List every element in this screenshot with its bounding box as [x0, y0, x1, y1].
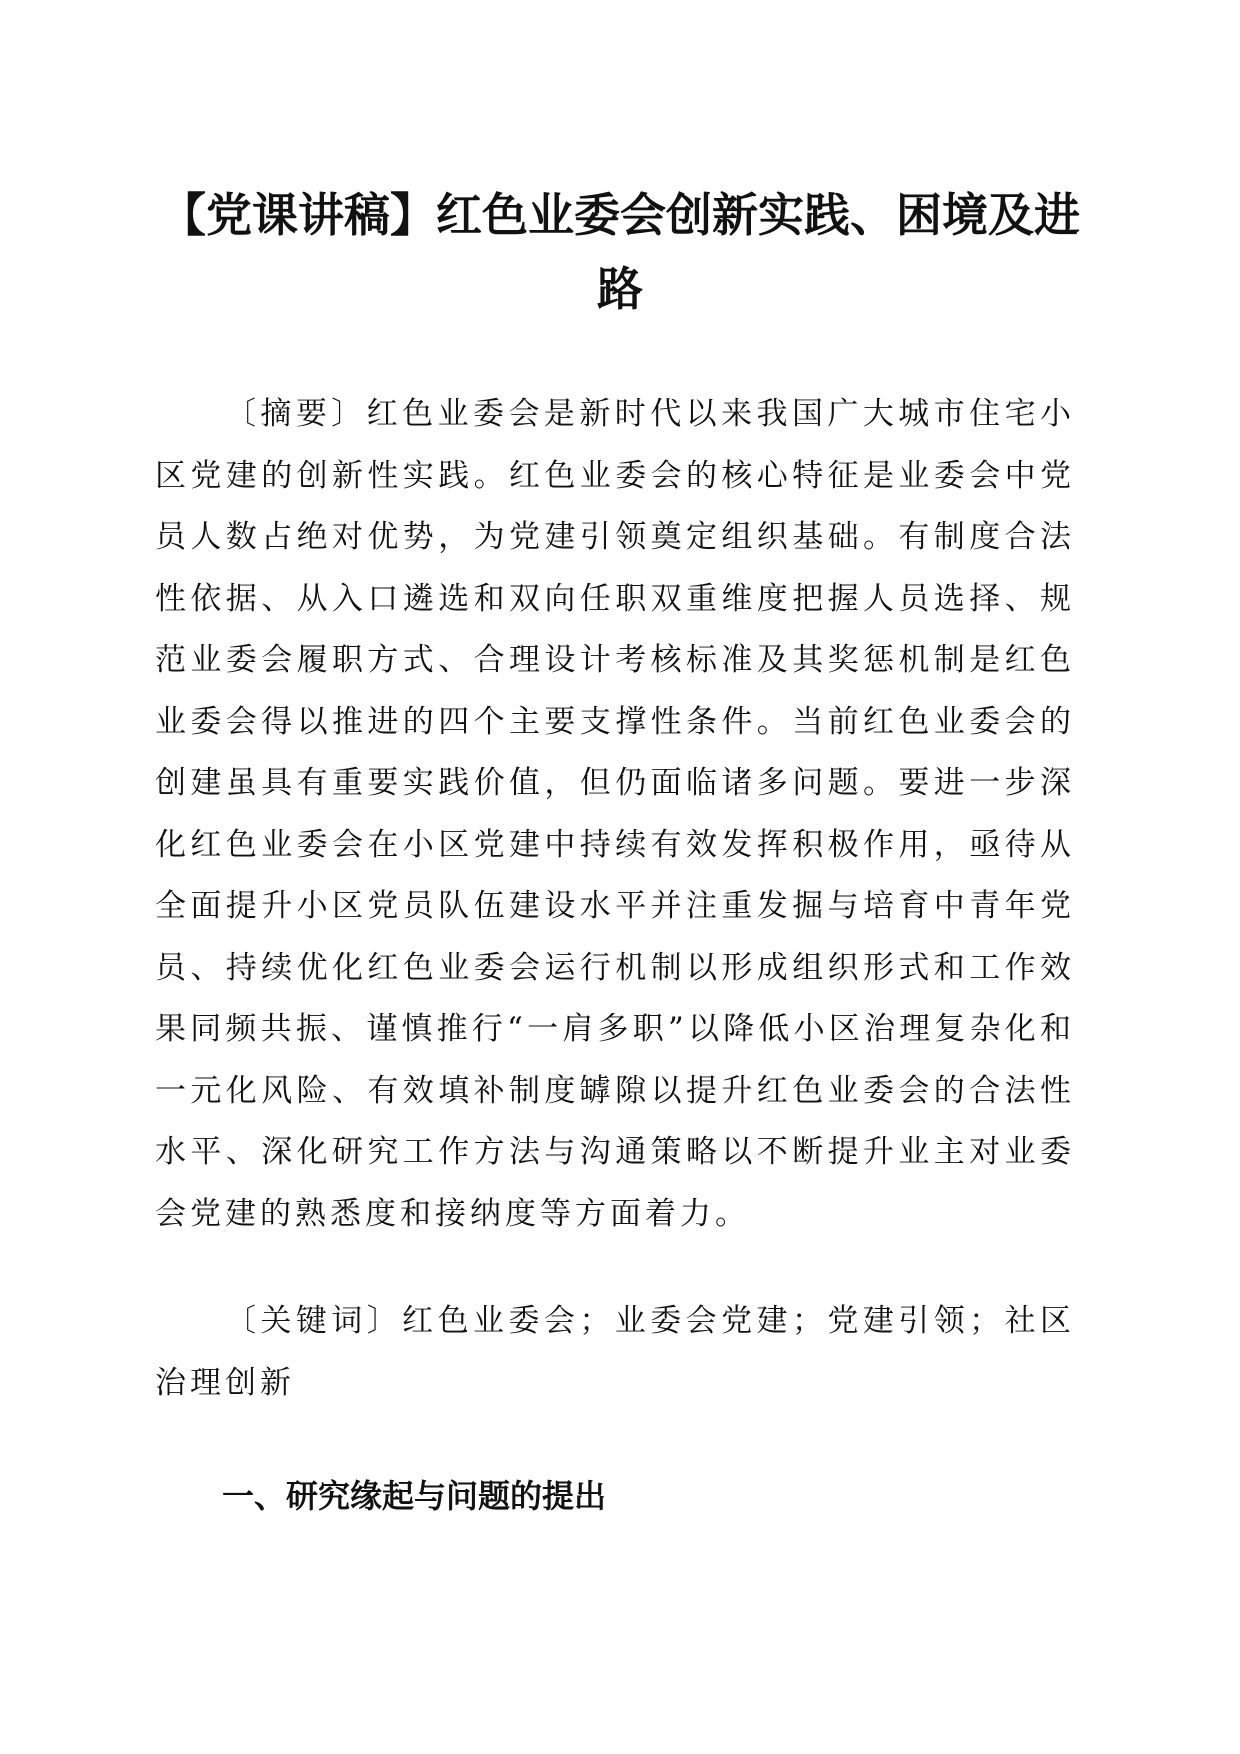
section-heading: 一、研究缘起与问题的提出	[222, 1477, 607, 1515]
document-title: 【党课讲稿】红色业委会创新实践、困境及进路	[160, 188, 1080, 316]
keywords-paragraph: 〔关键词〕红色业委会；业委会党建；党建引领；社区治理创新	[155, 1303, 1075, 1401]
abstract-paragraph: 〔摘要〕红色业委会是新时代以来我国广大城市住宅小区党建的创新性实践。红色业委会的核心特征是业委会中党员人数占绝对优势，为党建引领奠定组织基础。有制度合法性依据、从入口遴选和双向任职双重维度把握人员选择、规范业委会履职方式、合理设计考核标准及其奖惩机制是红色业委会得以推进的四个主要支撑性条件。当前红色业委会的创建虽具有重要实践价值，但仍面临诸多问题。要进一步深化红色业委会在小区党建中持续有效发挥积极作用，亟待从全面提升小区党员队伍建设水平并注重发掘与培育中青年党员、持续优化红色业委会运行机制以形成组织形式和工作效果同频共振、谨慎推行“一肩多职”以降低小区治理复杂化和一元化风险、有效填补制度罅隙以提升红色业委会的合法性水平、深化研究工作方法与沟通策略以不断提升业主对业委会党建的熟悉度和接纳度等方面着力。	[155, 396, 1075, 1232]
